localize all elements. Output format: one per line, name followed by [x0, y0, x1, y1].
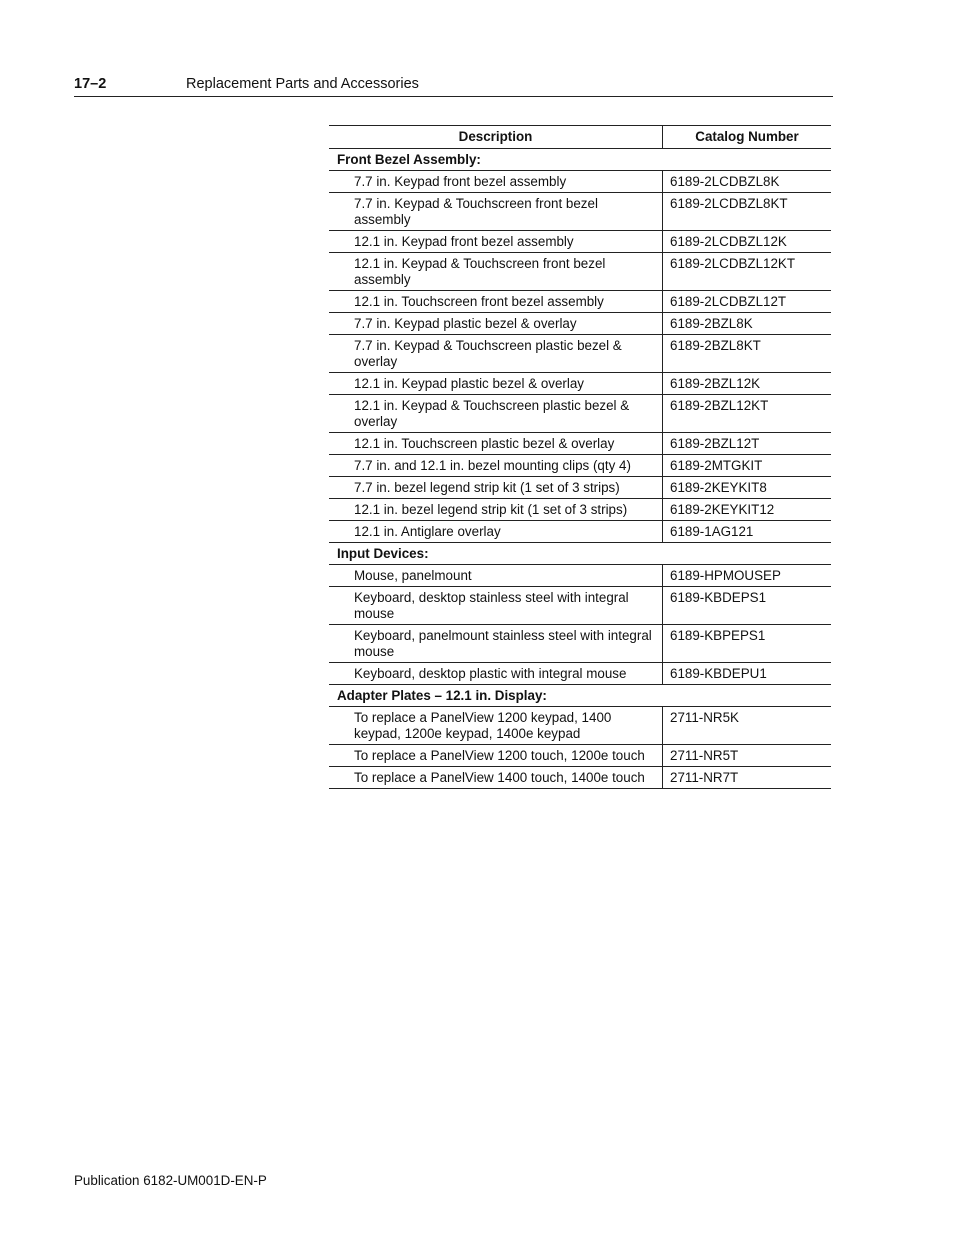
part-description: 7.7 in. Keypad & Touchscreen plastic bezel & overlay: [329, 335, 663, 373]
part-description: 12.1 in. Keypad & Touchscreen front bezel assembly: [329, 253, 663, 291]
part-description: 12.1 in. bezel legend strip kit (1 set of 3 strips): [329, 499, 663, 521]
part-description: 7.7 in. and 12.1 in. bezel mounting clips (qty 4): [329, 455, 663, 477]
table-row: [329, 395, 831, 433]
section-title: Adapter Plates – 12.1 in. Display:: [329, 685, 831, 707]
column-header-catalog: Catalog Number: [663, 126, 832, 149]
publication-footer: Publication 6182-UM001D-EN-P: [74, 1173, 267, 1188]
table-row: [329, 455, 831, 477]
part-description: 12.1 in. Antiglare overlay: [329, 521, 663, 543]
part-description: 12.1 in. Keypad plastic bezel & overlay: [329, 373, 663, 395]
part-description: 12.1 in. Touchscreen plastic bezel & overlay: [329, 433, 663, 455]
table-header-row: [329, 126, 831, 149]
page-header-title: Replacement Parts and Accessories: [186, 76, 419, 92]
section-title: Input Devices:: [329, 543, 831, 565]
table-row: [329, 565, 831, 587]
catalog-number: 6189-2LCDBZL12K: [663, 231, 832, 253]
table-row: [329, 335, 831, 373]
catalog-number: 6189-2LCDBZL12T: [663, 291, 832, 313]
section-title: Front Bezel Assembly:: [329, 149, 831, 171]
column-header-description: Description: [329, 126, 663, 149]
table-row: [329, 193, 831, 231]
part-description: Mouse, panelmount: [329, 565, 663, 587]
catalog-number: 6189-2BZL12K: [663, 373, 832, 395]
part-description: 7.7 in. Keypad & Touchscreen front bezel assembly: [329, 193, 663, 231]
page-number: 17–2: [74, 76, 107, 92]
catalog-number: 6189-2LCDBZL8KT: [663, 193, 832, 231]
catalog-number: 6189-1AG121: [663, 521, 832, 543]
part-description: To replace a PanelView 1200 touch, 1200e touch: [329, 745, 663, 767]
parts-table-body: [329, 149, 831, 789]
table-row: [329, 745, 831, 767]
table-row: [329, 253, 831, 291]
catalog-number: 6189-2BZL12T: [663, 433, 832, 455]
table-row: [329, 477, 831, 499]
part-description: 7.7 in. Keypad plastic bezel & overlay: [329, 313, 663, 335]
table-row: [329, 707, 831, 745]
part-description: To replace a PanelView 1200 keypad, 1400 keypad, 1200e keypad, 1400e keypad: [329, 707, 663, 745]
section-row: [329, 149, 831, 171]
part-description: 7.7 in. bezel legend strip kit (1 set of 3 strips): [329, 477, 663, 499]
part-description: Keyboard, panelmount stainless steel with integral mouse: [329, 625, 663, 663]
catalog-number: 6189-KBDEPS1: [663, 587, 832, 625]
catalog-number: 6189-2KEYKIT12: [663, 499, 832, 521]
catalog-number: 6189-2LCDBZL12KT: [663, 253, 832, 291]
catalog-number: 6189-2MTGKIT: [663, 455, 832, 477]
table-row: [329, 521, 831, 543]
table-row: [329, 373, 831, 395]
catalog-number: 6189-HPMOUSEP: [663, 565, 832, 587]
part-description: Keyboard, desktop plastic with integral mouse: [329, 663, 663, 685]
table-row: [329, 625, 831, 663]
table-row: [329, 291, 831, 313]
table-row: [329, 171, 831, 193]
table-row: [329, 499, 831, 521]
catalog-number: 6189-2BZL8KT: [663, 335, 832, 373]
catalog-number: 6189-2BZL8K: [663, 313, 832, 335]
catalog-number: 6189-KBDEPU1: [663, 663, 832, 685]
part-description: To replace a PanelView 1400 touch, 1400e touch: [329, 767, 663, 789]
parts-table: [329, 125, 831, 789]
section-row: [329, 543, 831, 565]
table-row: [329, 313, 831, 335]
part-description: Keyboard, desktop stainless steel with integral mouse: [329, 587, 663, 625]
table-row: [329, 767, 831, 789]
catalog-number: 6189-2KEYKIT8: [663, 477, 832, 499]
catalog-number: 2711-NR5T: [663, 745, 832, 767]
catalog-number: 2711-NR7T: [663, 767, 832, 789]
catalog-number: 2711-NR5K: [663, 707, 832, 745]
table-row: [329, 231, 831, 253]
part-description: 12.1 in. Keypad front bezel assembly: [329, 231, 663, 253]
table-row: [329, 663, 831, 685]
table-row: [329, 433, 831, 455]
part-description: 12.1 in. Touchscreen front bezel assembly: [329, 291, 663, 313]
part-description: 7.7 in. Keypad front bezel assembly: [329, 171, 663, 193]
table-row: [329, 587, 831, 625]
catalog-number: 6189-KBPEPS1: [663, 625, 832, 663]
catalog-number: 6189-2LCDBZL8K: [663, 171, 832, 193]
section-row: [329, 685, 831, 707]
page-header: [74, 76, 833, 97]
part-description: 12.1 in. Keypad & Touchscreen plastic bezel & overlay: [329, 395, 663, 433]
catalog-number: 6189-2BZL12KT: [663, 395, 832, 433]
